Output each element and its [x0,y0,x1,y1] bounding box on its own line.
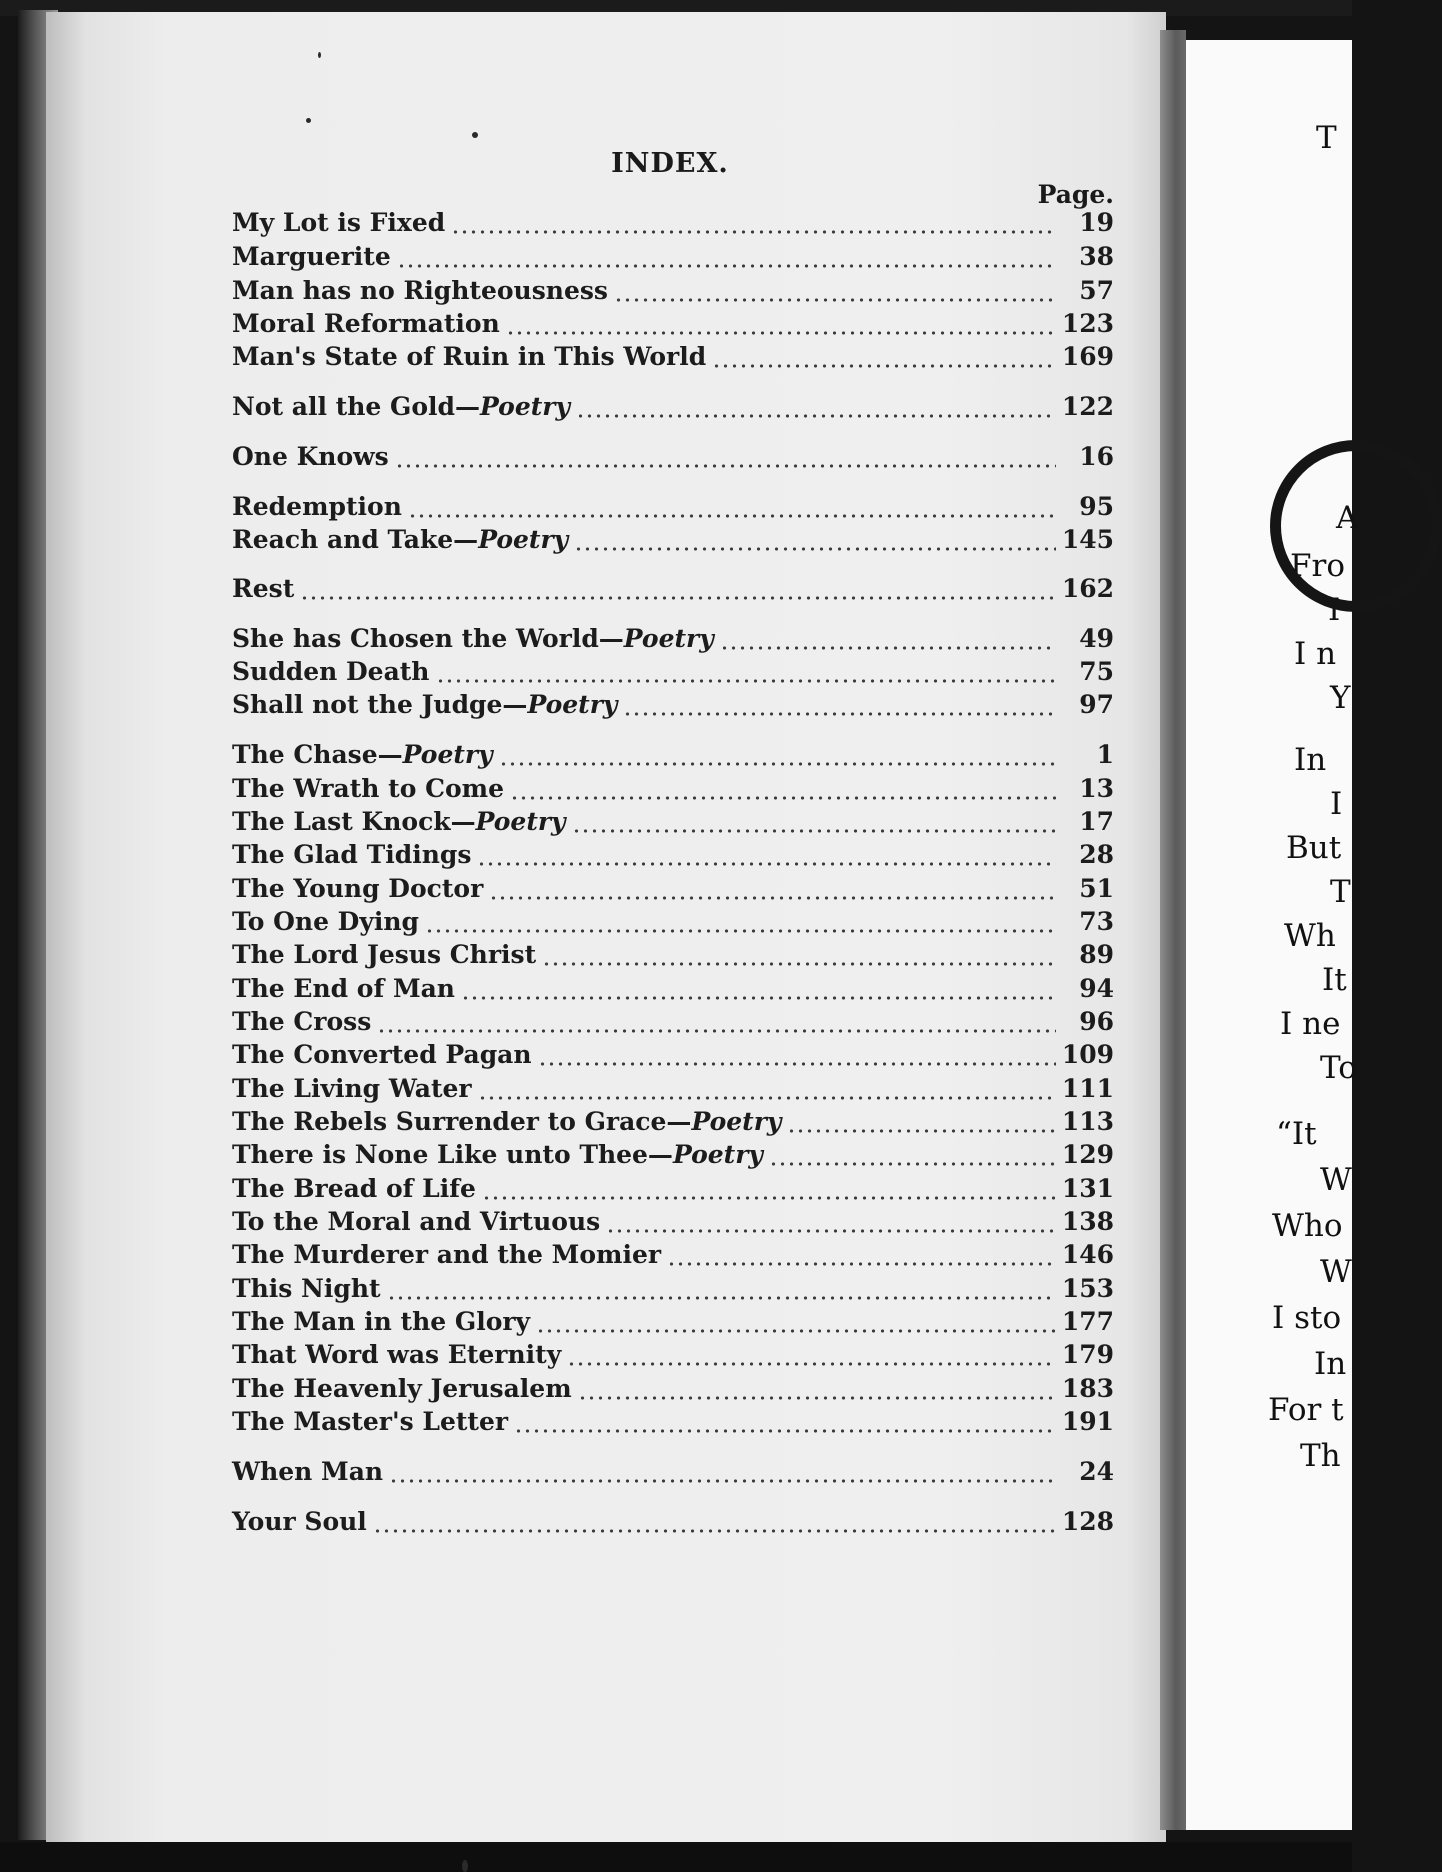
index-entry [232,1507,1114,1541]
index-entry [232,442,1114,476]
dot-leader [787,1129,1055,1133]
entry-title: Shall not the Judge— [232,690,528,719]
entry-page-number: 129 [1061,1140,1114,1169]
entry-title: Man has no Righteousness [232,276,609,305]
index-entry [232,242,1114,276]
index-entry [232,1457,1114,1491]
entry-title: The Heavenly Jerusalem [232,1374,572,1403]
index-entry [232,1040,1114,1074]
dot-leader [373,1529,1056,1533]
dot-leader [606,1229,1056,1233]
entry-title: The Man in the Glory [232,1307,531,1336]
entry-title: Redemption [232,492,402,521]
index-entry [232,874,1114,908]
entry-title: She has Chosen the World— [232,624,624,653]
entry-page-number: 57 [1079,276,1114,305]
entry-poetry-label: Poetry [623,624,714,653]
scan-speck [306,118,311,123]
dot-leader [567,1362,1056,1366]
dot-leader [538,1062,1056,1066]
entry-page-number: 153 [1061,1274,1114,1303]
entry-title: Your Soul [232,1507,367,1536]
dot-leader [572,829,1056,833]
index-entry [232,574,1114,608]
facing-page-line: I n [1294,636,1337,672]
facing-page-line: Y [1330,680,1351,716]
dot-leader [578,1396,1056,1400]
entry-title: The Living Water [232,1074,472,1103]
dot-leader [408,514,1056,518]
index-entry [232,907,1114,941]
entry-page-number: 19 [1079,208,1114,237]
index-entry [232,1374,1114,1408]
entry-title: There is None Like unto Thee— [232,1140,673,1169]
dot-leader [397,264,1056,268]
entry-page-number: 179 [1061,1340,1114,1369]
facing-page-line: Fro [1290,548,1345,584]
drop-cap-o [1270,440,1442,612]
entry-page-number: 96 [1079,1007,1114,1036]
dot-leader [574,547,1056,551]
entry-page-number: 24 [1079,1457,1114,1486]
index-entry [232,1340,1114,1374]
dot-leader [506,331,1056,335]
entry-poetry-label: Poetry [475,807,566,836]
index-entry [232,807,1114,841]
entry-title: The Young Doctor [232,874,484,903]
entry-page-number: 169 [1061,342,1114,371]
entry-title: Reach and Take— [232,525,479,554]
facing-page-line: “It [1276,1116,1317,1152]
facing-page-line: Wh [1284,918,1336,954]
entry-title: The End of Man [232,974,455,1003]
entry-page-number: 122 [1061,392,1114,421]
entry-title: One Knows [232,442,389,471]
index-entry [232,1140,1114,1174]
entry-page-number: 109 [1061,1040,1114,1069]
entry-title: This Night [232,1274,381,1303]
facing-page-line: T [1316,120,1337,156]
index-entry [232,1240,1114,1274]
dot-leader [667,1262,1056,1266]
entry-page-number: 183 [1061,1374,1114,1403]
dot-leader [425,929,1056,933]
dot-leader [389,1479,1056,1483]
entry-page-number: 73 [1079,907,1114,936]
index-entry [232,657,1114,691]
facing-page-line: I sto [1272,1300,1342,1336]
facing-page-line: I ne [1280,1006,1341,1042]
entry-page-number: 111 [1061,1074,1114,1103]
dot-leader [451,230,1056,234]
entry-title: The Lord Jesus Christ [232,940,537,969]
entry-title: Sudden Death [232,657,430,686]
book-spine [1160,30,1186,1830]
scan-border-bottom [0,1842,1352,1872]
entry-page-number: 51 [1079,874,1114,903]
entry-page-number: 113 [1061,1107,1114,1136]
index-entry [232,740,1114,774]
index-entry [232,774,1114,808]
entry-page-number: 1 [1096,740,1114,769]
entry-poetry-label: Poetry [480,392,570,421]
dot-leader [499,762,1056,766]
entry-page-number: 138 [1061,1207,1114,1236]
entry-page-number: 95 [1079,492,1114,521]
facing-page-line: W [1320,1162,1352,1198]
index-title: INDEX. [611,148,729,179]
entry-title: Moral Reformation [232,309,500,338]
scan-speck [462,1860,468,1872]
entry-page-number: 177 [1061,1307,1114,1336]
entry-title: To One Dying [232,907,420,936]
index-entry [232,624,1114,658]
index-entry [232,392,1114,426]
entry-page-number: 128 [1061,1507,1114,1536]
index-entry [232,208,1114,242]
index-entry [232,309,1114,343]
dot-leader [510,796,1056,800]
entry-title: When Man [232,1457,384,1486]
index-entry [232,840,1114,874]
facing-page-line: It [1322,962,1347,998]
dot-leader [536,1329,1056,1333]
dot-leader [482,1196,1056,1200]
scan-speck [318,52,321,58]
entry-title: Marguerite [232,242,391,271]
entry-page-number: 16 [1079,442,1114,471]
facing-page-line: Th [1300,1438,1341,1474]
entry-title: To the Moral and Virtuous [232,1207,601,1236]
dot-leader [614,298,1056,302]
entry-title: The Wrath to Come [232,774,504,803]
entry-page-number: 89 [1079,940,1114,969]
entry-title: My Lot is Fixed [232,208,446,237]
index-entry [232,342,1114,376]
facing-page-line: I [1328,592,1341,628]
dot-leader [623,712,1056,716]
entry-poetry-label: Poetry [527,690,618,719]
dot-leader [478,1096,1056,1100]
entry-page-number: 123 [1061,309,1114,338]
index-entry [232,1107,1114,1141]
dot-leader [720,646,1056,650]
entry-page-number: 28 [1079,840,1114,869]
dot-leader [477,862,1056,866]
dot-leader [769,1162,1056,1166]
entry-page-number: 162 [1061,574,1114,603]
entry-page-number: 38 [1079,242,1114,271]
facing-page-line: A [1336,500,1359,536]
dot-leader [712,364,1056,368]
facing-page-line: In [1294,742,1327,778]
facing-page-line: To [1320,1050,1357,1086]
index-entry [232,276,1114,310]
entry-page-number: 75 [1079,657,1114,686]
index-entry [232,1407,1114,1441]
entry-title: The Bread of Life [232,1174,476,1203]
entry-title: The Glad Tidings [232,840,472,869]
scan-speck [472,132,478,138]
entry-title: The Converted Pagan [232,1040,532,1069]
index-entry [232,940,1114,974]
entry-page-number: 49 [1079,624,1114,653]
index-entry [232,1007,1114,1041]
dot-leader [461,996,1056,1000]
dot-leader [395,464,1056,468]
entry-poetry-label: Poetry [402,740,493,769]
dot-leader [514,1429,1056,1433]
entry-page-number: 13 [1079,774,1114,803]
entry-poetry-label: Poetry [691,1107,782,1136]
facing-page-line: I [1330,786,1343,822]
facing-page-line: T [1330,874,1351,910]
entry-title: The Rebels Surrender to Grace— [232,1107,692,1136]
facing-page-line: For t [1268,1392,1344,1428]
entry-title: The Master's Letter [232,1407,509,1436]
dot-leader [387,1296,1056,1300]
index-entry [232,492,1114,526]
dot-leader [489,896,1056,900]
index-entry [232,525,1114,559]
entry-page-number: 145 [1061,525,1114,554]
entry-title: The Chase— [232,740,403,769]
facing-page-line: But [1286,830,1342,866]
dot-leader [377,1029,1056,1033]
entry-page-number: 94 [1079,974,1114,1003]
entry-page-number: 17 [1079,807,1114,836]
entry-page-number: 97 [1079,690,1114,719]
entry-title: The Cross [232,1007,372,1036]
facing-page-line: W [1320,1254,1352,1290]
index-entry [232,1274,1114,1308]
facing-page-line: Who [1272,1208,1343,1244]
entry-page-number: 131 [1061,1174,1114,1203]
facing-page-line: In [1314,1346,1347,1382]
entry-poetry-label: Poetry [478,525,569,554]
dot-leader [576,414,1056,418]
entry-page-number: 191 [1061,1407,1114,1436]
entry-title: The Last Knock— [232,807,476,836]
index-entry [232,1174,1114,1208]
entry-title: Man's State of Ruin in This World [232,342,707,371]
dot-leader [436,679,1057,683]
dot-leader [542,962,1056,966]
index-entry [232,1074,1114,1108]
entry-title: That Word was Eternity [232,1340,562,1369]
index-entry [232,1207,1114,1241]
page-column-header: Page. [1037,180,1114,209]
index-entry [232,974,1114,1008]
entry-title: Rest [232,574,295,603]
entry-title: Not all the Gold— [232,392,481,421]
entry-poetry-label: Poetry [672,1140,763,1169]
entry-page-number: 146 [1061,1240,1114,1269]
index-entry [232,1307,1114,1341]
entry-title: The Murderer and the Momier [232,1240,662,1269]
index-entry [232,690,1114,724]
dot-leader [300,596,1056,600]
